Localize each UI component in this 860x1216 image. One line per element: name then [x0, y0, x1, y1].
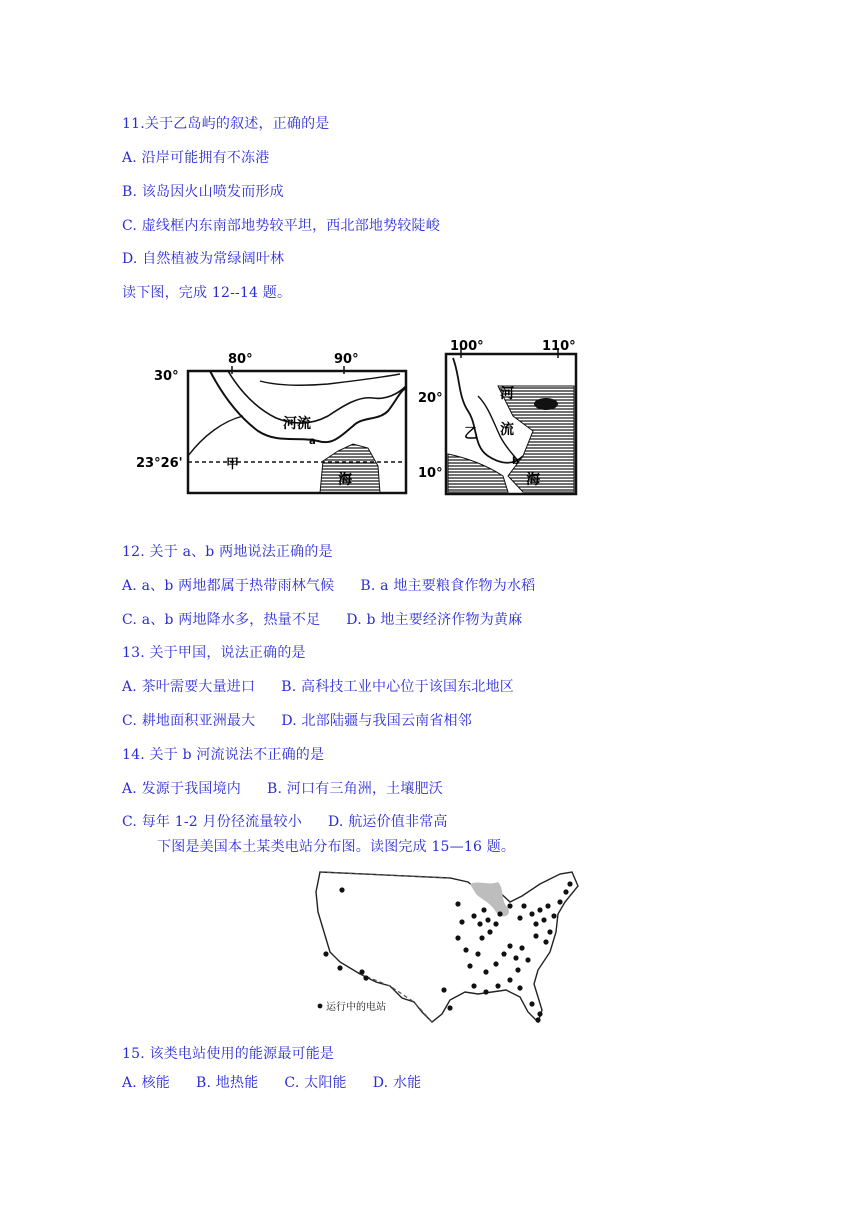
q11-option-a: A. 沿岸可能拥有不冻港	[122, 150, 270, 166]
q13-options-ab	[122, 676, 514, 696]
q12-option-c: C. a、b 两地降水多，热量不足	[122, 612, 321, 628]
intro-12-14: 读下图，完成 12--14 题。	[122, 285, 292, 301]
left-lat-30: 30°	[154, 369, 179, 384]
q15-option-b: B. 地热能	[196, 1075, 259, 1091]
us-outline	[316, 872, 578, 1022]
left-mountain-line	[260, 374, 400, 385]
left-lon-80: 80°	[228, 352, 253, 367]
left-lat-tropic: 23°26'	[136, 456, 183, 471]
island-shape	[534, 398, 558, 410]
q15-stem: 15. 该类电站使用的能源最可能是	[122, 1046, 335, 1062]
q14-option-a: A. 发源于我国境内	[122, 781, 242, 797]
right-lon-110: 110°	[542, 339, 576, 354]
right-lat-10: 10°	[418, 466, 443, 481]
q12-option-a: A. a、b 两地都属于热带雨林气候	[122, 578, 335, 594]
right-label-yi: 乙	[464, 426, 478, 442]
q13-option-b: B. 高科技工业中心位于该国东北地区	[281, 679, 515, 695]
legend-dot-icon	[318, 1004, 323, 1009]
q14-options-ab	[122, 778, 443, 798]
q13-stem: 13. 关于甲国，说法正确的是	[122, 645, 306, 661]
q13-option-a: A. 茶叶需要大量进口	[122, 679, 256, 695]
left-lon-90: 90°	[334, 352, 359, 367]
south-asia-map-figure	[128, 336, 588, 502]
q13-option-d: D. 北部陆疆与我国云南省相邻	[281, 713, 472, 729]
q14-options-cd	[122, 811, 448, 831]
right-lon-100: 100°	[450, 339, 484, 354]
q12-option-d: D. b 地主要经济作物为黄麻	[346, 612, 523, 628]
q11-option-d: D. 自然植被为常绿阔叶林	[122, 251, 285, 267]
q15-option-c: C. 太阳能	[284, 1075, 347, 1091]
q11-option-c: C. 虚线框内东南部地势较平坦，西北部地势较陡峻	[122, 218, 440, 234]
intro-15-16: 下图是美国本土某类电站分布图。读图完成 15—16 题。	[157, 839, 516, 855]
q15-options	[122, 1072, 421, 1092]
q12-option-b: B. a 地主要粮食作物为水稻	[360, 578, 536, 594]
right-label-liu: 流	[500, 422, 514, 438]
q12-stem: 12. 关于 a、b 两地说法正确的是	[122, 544, 333, 560]
left-label-sea: 海	[338, 472, 352, 488]
left-west-coast	[188, 416, 243, 456]
q11-stem: 11.关于乙岛屿的叙述，正确的是	[122, 116, 330, 132]
q11-option-b: B. 该岛因火山喷发而形成	[122, 184, 284, 200]
q12-options-ab	[122, 575, 535, 595]
mexico-border-dashed	[360, 974, 432, 1022]
right-label-river: 河	[500, 386, 514, 402]
left-map-panel	[136, 352, 406, 493]
legend-label: 运行中的电站	[326, 1002, 386, 1013]
q15-option-a: A. 核能	[122, 1075, 171, 1091]
q14-option-d: D. 航运价值非常高	[327, 814, 448, 830]
q13-options-cd	[122, 710, 472, 730]
great-lakes-shape	[470, 882, 509, 916]
q14-option-b: B. 河口有三角洲，土壤肥沃	[267, 781, 444, 797]
us-power-station-map	[310, 862, 586, 1032]
right-label-sea: 海	[526, 472, 540, 488]
left-label-a: a	[309, 436, 316, 447]
right-label-b: b	[512, 456, 520, 467]
q14-stem: 14. 关于 b 河流说法不正确的是	[122, 747, 325, 763]
left-label-country: 甲	[226, 457, 240, 472]
left-label-river: 河流	[283, 416, 311, 432]
q13-option-c: C. 耕地面积亚洲最大	[122, 713, 256, 729]
right-gulf-hatch	[448, 454, 508, 492]
q14-option-c: C. 每年 1-2 月份径流量较小	[122, 814, 302, 830]
q15-option-d: D. 水能	[372, 1075, 422, 1091]
right-lat-20: 20°	[418, 391, 443, 406]
right-map-panel	[418, 339, 576, 494]
q12-options-cd	[122, 609, 522, 629]
